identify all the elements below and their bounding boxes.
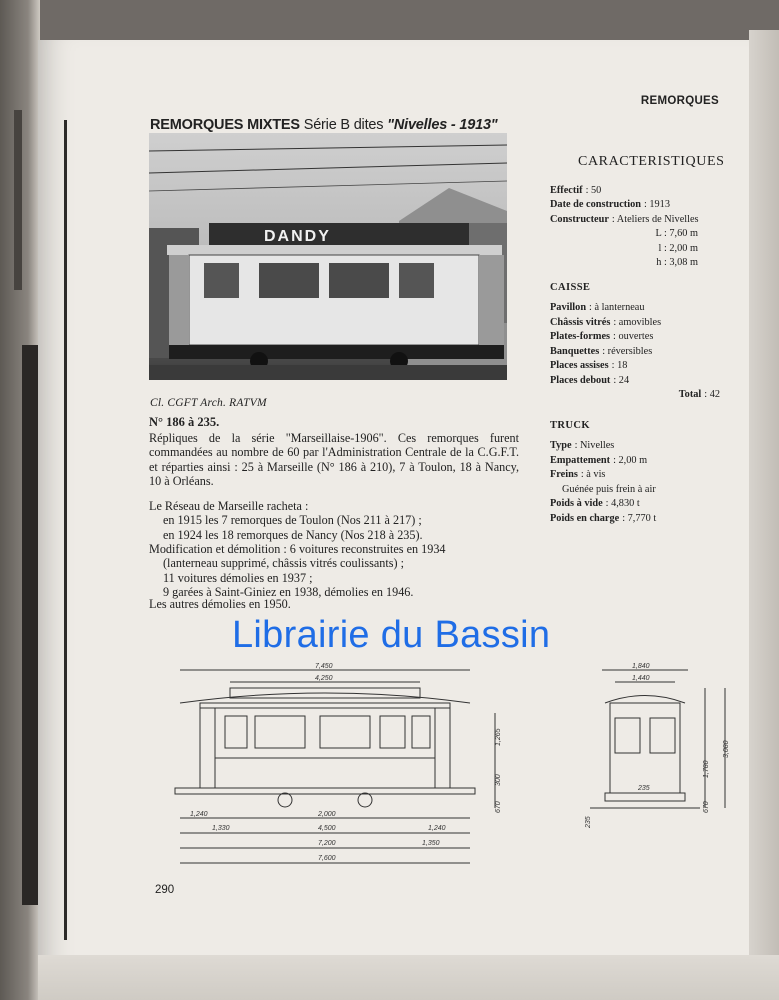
svg-text:670: 670 — [703, 801, 710, 813]
truck-heading: TRUCK — [550, 419, 590, 431]
spec-assises: Places assises : 18 — [550, 360, 628, 371]
page-title: REMORQUES MIXTES Série B dites "Nivelles - 1913" — [150, 117, 498, 133]
svg-text:1,240: 1,240 — [190, 811, 208, 818]
book-edge-right — [749, 30, 779, 1000]
car-numbers: N° 186 à 235. — [149, 415, 220, 429]
gutter-line — [64, 120, 67, 940]
spec-date: Date de construction : 1913 — [550, 199, 670, 210]
watermark: Librairie du Bassin — [232, 614, 551, 656]
spec-width: l : 2,00 m — [658, 242, 698, 254]
svg-text:670: 670 — [495, 801, 502, 813]
svg-text:2,000: 2,000 — [318, 811, 336, 818]
paragraph-final: Les autres démolies en 1950. — [149, 597, 291, 611]
svg-text:1,265: 1,265 — [495, 728, 502, 746]
spec-effectif: Effectif : 50 — [550, 184, 602, 196]
photo-caption: Cl. CGFT Arch. RATVM — [150, 397, 267, 409]
spec-plates: Plates-formes : ouvertes — [550, 331, 654, 342]
characteristics-heading: CARACTERISTIQUES — [578, 154, 725, 169]
running-title: REMORQUES — [640, 95, 719, 107]
spec-total: Total : 42 — [678, 389, 720, 400]
spec-empattement: Empattement : 2,00 m — [550, 454, 648, 466]
svg-text:1,240: 1,240 — [428, 825, 446, 832]
spec-height: h : 3,08 m — [656, 257, 698, 268]
tram-photo — [149, 133, 507, 380]
spec-debout: Places debout : 24 — [550, 374, 630, 386]
characteristics-panel — [550, 155, 730, 526]
paragraph-modification: Modification et démolition : 6 voitures reconstruites en 1934 (lanterneau supprimé, châssis vitrés coulissants) ; 11 voitures démolies en 1937 ; 9 garées à Saint-Giniez en 1938, démolies en 1946. — [149, 542, 446, 599]
spec-banquettes: Banquettes : réversibles — [550, 345, 653, 357]
spec-type: Type : Nivelles — [550, 440, 615, 451]
book-edge-left — [0, 0, 40, 1000]
paragraph-origin: Répliques de la série "Marseillaise-1906". Ces remorques furent commandées au nombre de 60 par l'Administration Centrale de la C.G.F.T. et réparties ainsi : 25 à Marseille (N° 186 à 210), 7 à Toulon, 18 à Nancy, 10 à Orléans. — [149, 431, 519, 488]
svg-text:300: 300 — [495, 774, 502, 786]
svg-text:1,780: 1,780 — [703, 760, 710, 778]
spec-poids-charge: Poids en charge : 7,770 t — [550, 512, 657, 524]
spec-poids-vide: Poids à vide : 4,830 t — [550, 498, 640, 509]
paragraph-purchase: Le Réseau de Marseille racheta : en 1915 les 7 remorques de Toulon (Nos 211 à 217) ; en 1924 les 18 remorques de Nancy (Nos 218 à 235). — [149, 499, 423, 542]
svg-text:1,840: 1,840 — [632, 663, 650, 670]
page-number: 290 — [155, 884, 175, 896]
svg-text:3,080: 3,080 — [723, 740, 730, 758]
spec-pavillon: Pavillon : à lanterneau — [550, 302, 645, 313]
book-bottom — [38, 955, 779, 1000]
spec-freins: Freins : à vis — [550, 469, 606, 480]
svg-text:1,350: 1,350 — [422, 840, 440, 847]
svg-text:7,200: 7,200 — [318, 840, 336, 847]
svg-text:235: 235 — [638, 785, 650, 792]
svg-text:7,450: 7,450 — [315, 663, 333, 670]
caisse-heading: CAISSE — [550, 281, 591, 293]
dandy-sign: DANDY — [264, 228, 331, 245]
technical-drawing — [160, 658, 740, 883]
svg-text:4,250: 4,250 — [315, 675, 333, 682]
svg-text:1,440: 1,440 — [632, 675, 650, 682]
spec-freins-detail: Guénée puis frein à air — [562, 483, 656, 495]
svg-text:7,600: 7,600 — [318, 855, 336, 862]
svg-text:1,330: 1,330 — [212, 825, 230, 832]
spec-chassis: Châssis vitrés : amovibles — [550, 316, 662, 328]
svg-text:235: 235 — [585, 816, 592, 828]
svg-text:4,500: 4,500 — [318, 825, 336, 832]
spec-constructeur: Constructeur : Ateliers de Nivelles — [550, 213, 699, 225]
spec-length: L : 7,60 m — [655, 228, 698, 239]
